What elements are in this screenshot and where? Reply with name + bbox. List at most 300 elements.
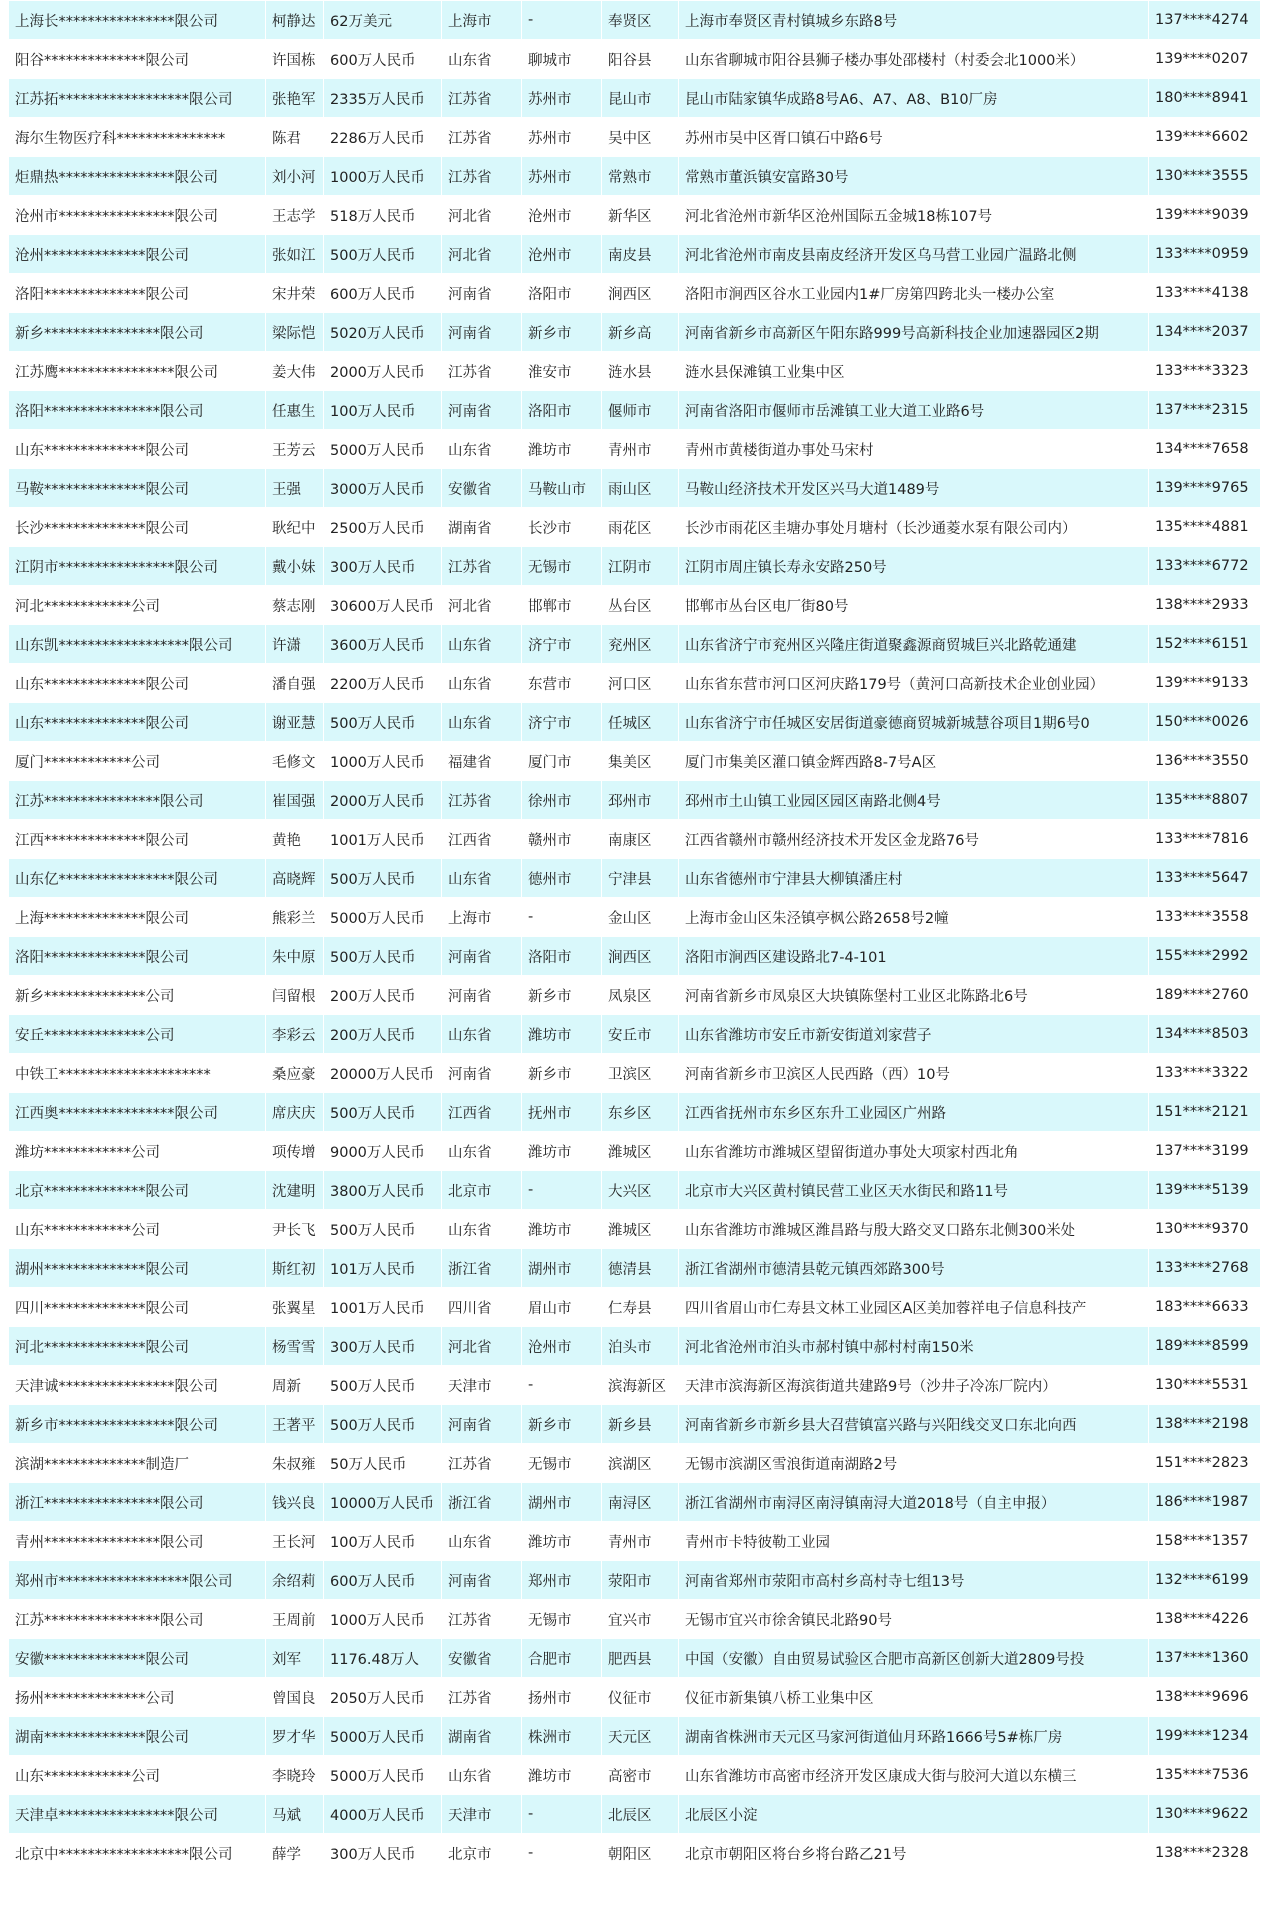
- province-cell: 浙江省: [442, 1249, 522, 1288]
- legal-representative-cell: 张艳军: [266, 79, 324, 118]
- registered-capital-cell: 2050万人民币: [324, 1678, 442, 1717]
- province-cell: 河北省: [442, 586, 522, 625]
- district-cell: 宁津县: [602, 859, 679, 898]
- province-cell: 江苏省: [442, 547, 522, 586]
- company-name-cell: 炬鼎热****************限公司: [9, 157, 266, 196]
- legal-representative-cell: 蔡志刚: [266, 586, 324, 625]
- table-row: [9, 1756, 1261, 1795]
- city-cell: 淮安市: [522, 352, 602, 391]
- phone-cell: 135****8807: [1149, 781, 1261, 820]
- table-row: [9, 1600, 1261, 1639]
- table-row: [9, 1249, 1261, 1288]
- district-cell: 南康区: [602, 820, 679, 859]
- city-cell: 潍坊市: [522, 1015, 602, 1054]
- district-cell: 青州市: [602, 1522, 679, 1561]
- company-name-cell: 山东**************限公司: [9, 664, 266, 703]
- address-cell: 山东省济宁市兖州区兴隆庄街道聚鑫源商贸城巨兴北路乾通建: [679, 625, 1149, 664]
- table-row: [9, 430, 1261, 469]
- province-cell: 河南省: [442, 937, 522, 976]
- phone-cell: 138****2198: [1149, 1405, 1261, 1444]
- address-cell: 山东省潍坊市潍城区潍昌路与殷大路交叉口路东北侧300米处: [679, 1210, 1149, 1249]
- address-cell: 山东省潍坊市安丘市新安街道刘家营子: [679, 1015, 1149, 1054]
- city-cell: 聊城市: [522, 40, 602, 79]
- company-name-cell: 浙江****************限公司: [9, 1483, 266, 1522]
- province-cell: 山东省: [442, 1015, 522, 1054]
- phone-cell: 136****3550: [1149, 742, 1261, 781]
- city-cell: 苏州市: [522, 118, 602, 157]
- registered-capital-cell: 5000万人民币: [324, 1756, 442, 1795]
- company-name-cell: 长沙**************限公司: [9, 508, 266, 547]
- registered-capital-cell: 5000万人民币: [324, 1717, 442, 1756]
- company-name-cell: 新乡市****************限公司: [9, 1405, 266, 1444]
- company-name-cell: 沧州**************限公司: [9, 235, 266, 274]
- phone-cell: 130****5531: [1149, 1366, 1261, 1405]
- legal-representative-cell: 陈君: [266, 118, 324, 157]
- table-body: [9, 1, 1261, 1873]
- province-cell: 上海市: [442, 1, 522, 40]
- company-name-cell: 海尔生物医疗科***************: [9, 118, 266, 157]
- registered-capital-cell: 3000万人民币: [324, 469, 442, 508]
- phone-cell: 130****9370: [1149, 1210, 1261, 1249]
- city-cell: -: [522, 1366, 602, 1405]
- address-cell: 山东省东营市河口区河庆路179号（黄河口高新技术企业创业园）: [679, 664, 1149, 703]
- district-cell: 泊头市: [602, 1327, 679, 1366]
- table-row: [9, 586, 1261, 625]
- district-cell: 新华区: [602, 196, 679, 235]
- phone-cell: 133****6772: [1149, 547, 1261, 586]
- city-cell: 洛阳市: [522, 391, 602, 430]
- table-row: [9, 781, 1261, 820]
- registered-capital-cell: 500万人民币: [324, 1405, 442, 1444]
- company-name-cell: 青州****************限公司: [9, 1522, 266, 1561]
- company-name-cell: 沧州市****************限公司: [9, 196, 266, 235]
- company-name-cell: 山东************公司: [9, 1756, 266, 1795]
- company-name-cell: 湖州**************限公司: [9, 1249, 266, 1288]
- city-cell: 德州市: [522, 859, 602, 898]
- district-cell: 北辰区: [602, 1795, 679, 1834]
- address-cell: 河南省新乡市高新区午阳东路999号高新科技企业加速器园区2期: [679, 313, 1149, 352]
- district-cell: 常熟市: [602, 157, 679, 196]
- table-row: [9, 1288, 1261, 1327]
- table-row: [9, 391, 1261, 430]
- province-cell: 北京市: [442, 1834, 522, 1873]
- province-cell: 山东省: [442, 859, 522, 898]
- district-cell: 河口区: [602, 664, 679, 703]
- registered-capital-cell: 101万人民币: [324, 1249, 442, 1288]
- address-cell: 山东省济宁市任城区安居街道豪德商贸城新城慧谷项目1期6号0: [679, 703, 1149, 742]
- legal-representative-cell: 刘军: [266, 1639, 324, 1678]
- company-name-cell: 江阴市****************限公司: [9, 547, 266, 586]
- phone-cell: 155****2992: [1149, 937, 1261, 976]
- table-row: [9, 1444, 1261, 1483]
- address-cell: 河南省新乡市卫滨区人民西路（西）10号: [679, 1054, 1149, 1093]
- legal-representative-cell: 姜大伟: [266, 352, 324, 391]
- phone-cell: 137****1360: [1149, 1639, 1261, 1678]
- province-cell: 天津市: [442, 1366, 522, 1405]
- district-cell: 东乡区: [602, 1093, 679, 1132]
- phone-cell: 189****2760: [1149, 976, 1261, 1015]
- table-row: [9, 157, 1261, 196]
- province-cell: 天津市: [442, 1795, 522, 1834]
- registered-capital-cell: 600万人民币: [324, 1561, 442, 1600]
- province-cell: 四川省: [442, 1288, 522, 1327]
- table-row: [9, 625, 1261, 664]
- address-cell: 北京市大兴区黄村镇民营工业区天水街民和路11号: [679, 1171, 1149, 1210]
- province-cell: 河南省: [442, 391, 522, 430]
- registered-capital-cell: 2200万人民币: [324, 664, 442, 703]
- phone-cell: 132****6199: [1149, 1561, 1261, 1600]
- phone-cell: 138****9696: [1149, 1678, 1261, 1717]
- company-name-cell: 山东************公司: [9, 1210, 266, 1249]
- legal-representative-cell: 刘小河: [266, 157, 324, 196]
- province-cell: 河南省: [442, 1054, 522, 1093]
- phone-cell: 151****2823: [1149, 1444, 1261, 1483]
- phone-cell: 138****2328: [1149, 1834, 1261, 1873]
- province-cell: 山东省: [442, 1132, 522, 1171]
- legal-representative-cell: 戴小妹: [266, 547, 324, 586]
- city-cell: 徐州市: [522, 781, 602, 820]
- district-cell: 丛台区: [602, 586, 679, 625]
- registered-capital-cell: 2000万人民币: [324, 352, 442, 391]
- province-cell: 山东省: [442, 40, 522, 79]
- registered-capital-cell: 500万人民币: [324, 703, 442, 742]
- legal-representative-cell: 杨雪雪: [266, 1327, 324, 1366]
- district-cell: 兖州区: [602, 625, 679, 664]
- table-row: [9, 1171, 1261, 1210]
- registered-capital-cell: 1001万人民币: [324, 1288, 442, 1327]
- province-cell: 河南省: [442, 313, 522, 352]
- address-cell: 涟水县保滩镇工业集中区: [679, 352, 1149, 391]
- district-cell: 潍城区: [602, 1210, 679, 1249]
- city-cell: 潍坊市: [522, 430, 602, 469]
- address-cell: 山东省德州市宁津县大柳镇潘庄村: [679, 859, 1149, 898]
- address-cell: 河北省沧州市泊头市郝村镇中郝村村南150米: [679, 1327, 1149, 1366]
- legal-representative-cell: 沈建明: [266, 1171, 324, 1210]
- legal-representative-cell: 曾国良: [266, 1678, 324, 1717]
- phone-cell: 139****9133: [1149, 664, 1261, 703]
- province-cell: 江苏省: [442, 118, 522, 157]
- phone-cell: 151****2121: [1149, 1093, 1261, 1132]
- company-name-cell: 滨湖**************制造厂: [9, 1444, 266, 1483]
- province-cell: 安徽省: [442, 469, 522, 508]
- company-name-cell: 天津卓****************限公司: [9, 1795, 266, 1834]
- company-name-cell: 天津诚****************限公司: [9, 1366, 266, 1405]
- phone-cell: 138****2933: [1149, 586, 1261, 625]
- city-cell: 潍坊市: [522, 1522, 602, 1561]
- district-cell: 天元区: [602, 1717, 679, 1756]
- city-cell: 马鞍山市: [522, 469, 602, 508]
- province-cell: 河南省: [442, 976, 522, 1015]
- district-cell: 新乡县: [602, 1405, 679, 1444]
- company-name-cell: 河北************公司: [9, 586, 266, 625]
- address-cell: 苏州市吴中区胥口镇石中路6号: [679, 118, 1149, 157]
- phone-cell: 180****8941: [1149, 79, 1261, 118]
- address-cell: 江阴市周庄镇长寿永安路250号: [679, 547, 1149, 586]
- legal-representative-cell: 任惠生: [266, 391, 324, 430]
- table-row: [9, 547, 1261, 586]
- legal-representative-cell: 项传增: [266, 1132, 324, 1171]
- address-cell: 长沙市雨花区圭塘办事处月塘村（长沙通菱水泵有限公司内）: [679, 508, 1149, 547]
- table-row: [9, 1, 1261, 40]
- registered-capital-cell: 9000万人民币: [324, 1132, 442, 1171]
- address-cell: 湖南省株洲市天元区马家河街道仙月环路1666号5#栋厂房: [679, 1717, 1149, 1756]
- legal-representative-cell: 余绍莉: [266, 1561, 324, 1600]
- company-name-cell: 厦门************公司: [9, 742, 266, 781]
- city-cell: 新乡市: [522, 976, 602, 1015]
- registered-capital-cell: 20000万人民币: [324, 1054, 442, 1093]
- city-cell: 沧州市: [522, 196, 602, 235]
- district-cell: 德清县: [602, 1249, 679, 1288]
- company-name-cell: 四川**************限公司: [9, 1288, 266, 1327]
- registered-capital-cell: 50万人民币: [324, 1444, 442, 1483]
- phone-cell: 138****4226: [1149, 1600, 1261, 1639]
- table-row: [9, 313, 1261, 352]
- table-row: [9, 235, 1261, 274]
- province-cell: 河北省: [442, 196, 522, 235]
- legal-representative-cell: 斯红初: [266, 1249, 324, 1288]
- legal-representative-cell: 王长河: [266, 1522, 324, 1561]
- registered-capital-cell: 2286万人民币: [324, 118, 442, 157]
- district-cell: 雨山区: [602, 469, 679, 508]
- table-row: [9, 1405, 1261, 1444]
- legal-representative-cell: 毛修文: [266, 742, 324, 781]
- table-row: [9, 1795, 1261, 1834]
- province-cell: 江西省: [442, 820, 522, 859]
- legal-representative-cell: 崔国强: [266, 781, 324, 820]
- province-cell: 江苏省: [442, 1444, 522, 1483]
- legal-representative-cell: 王著平: [266, 1405, 324, 1444]
- province-cell: 江苏省: [442, 781, 522, 820]
- company-name-cell: 中铁工*********************: [9, 1054, 266, 1093]
- registered-capital-cell: 300万人民币: [324, 547, 442, 586]
- phone-cell: 135****4881: [1149, 508, 1261, 547]
- city-cell: 无锡市: [522, 547, 602, 586]
- phone-cell: 189****8599: [1149, 1327, 1261, 1366]
- company-name-cell: 湖南**************限公司: [9, 1717, 266, 1756]
- city-cell: 无锡市: [522, 1444, 602, 1483]
- city-cell: 苏州市: [522, 157, 602, 196]
- company-name-cell: 上海**************限公司: [9, 898, 266, 937]
- table-row: [9, 1210, 1261, 1249]
- phone-cell: 150****0026: [1149, 703, 1261, 742]
- table-row: [9, 274, 1261, 313]
- province-cell: 河北省: [442, 1327, 522, 1366]
- phone-cell: 134****2037: [1149, 313, 1261, 352]
- district-cell: 涧西区: [602, 274, 679, 313]
- table-row: [9, 859, 1261, 898]
- address-cell: 北京市朝阳区将台乡将台路乙21号: [679, 1834, 1149, 1873]
- company-name-cell: 洛阳****************限公司: [9, 391, 266, 430]
- address-cell: 洛阳市涧西区谷水工业园内1#厂房第四跨北头一楼办公室: [679, 274, 1149, 313]
- address-cell: 江西省抚州市东乡区东升工业园区广州路: [679, 1093, 1149, 1132]
- city-cell: 眉山市: [522, 1288, 602, 1327]
- legal-representative-cell: 黄艳: [266, 820, 324, 859]
- address-cell: 河北省沧州市新华区沧州国际五金城18栋107号: [679, 196, 1149, 235]
- city-cell: 洛阳市: [522, 274, 602, 313]
- province-cell: 浙江省: [442, 1483, 522, 1522]
- table-row: [9, 820, 1261, 859]
- company-name-cell: 洛阳**************限公司: [9, 274, 266, 313]
- company-table: [8, 0, 1261, 1873]
- city-cell: 沧州市: [522, 235, 602, 274]
- table-row: [9, 1678, 1261, 1717]
- address-cell: 山东省潍坊市高密市经济开发区康成大街与胶河大道以东横三: [679, 1756, 1149, 1795]
- city-cell: 济宁市: [522, 703, 602, 742]
- phone-cell: 152****6151: [1149, 625, 1261, 664]
- legal-representative-cell: 高晓辉: [266, 859, 324, 898]
- registered-capital-cell: 200万人民币: [324, 976, 442, 1015]
- legal-representative-cell: 张如江: [266, 235, 324, 274]
- company-name-cell: 山东亿****************限公司: [9, 859, 266, 898]
- company-name-cell: 潍坊************公司: [9, 1132, 266, 1171]
- registered-capital-cell: 500万人民币: [324, 859, 442, 898]
- company-name-cell: 江西奥****************限公司: [9, 1093, 266, 1132]
- district-cell: 金山区: [602, 898, 679, 937]
- province-cell: 山东省: [442, 430, 522, 469]
- table-row: [9, 1639, 1261, 1678]
- table-row: [9, 508, 1261, 547]
- legal-representative-cell: 尹长飞: [266, 1210, 324, 1249]
- address-cell: 浙江省湖州市南浔区南浔镇南浔大道2018号（自主申报）: [679, 1483, 1149, 1522]
- company-name-cell: 山东**************限公司: [9, 703, 266, 742]
- phone-cell: 158****1357: [1149, 1522, 1261, 1561]
- registered-capital-cell: 100万人民币: [324, 391, 442, 430]
- company-name-cell: 河北**************限公司: [9, 1327, 266, 1366]
- district-cell: 凤泉区: [602, 976, 679, 1015]
- address-cell: 河南省洛阳市偃师市岳滩镇工业大道工业路6号: [679, 391, 1149, 430]
- phone-cell: 137****4274: [1149, 1, 1261, 40]
- company-name-cell: 北京中******************限公司: [9, 1834, 266, 1873]
- district-cell: 潍城区: [602, 1132, 679, 1171]
- address-cell: 浙江省湖州市德清县乾元镇西郊路300号: [679, 1249, 1149, 1288]
- legal-representative-cell: 谢亚慧: [266, 703, 324, 742]
- district-cell: 涧西区: [602, 937, 679, 976]
- legal-representative-cell: 许国栋: [266, 40, 324, 79]
- city-cell: -: [522, 1171, 602, 1210]
- legal-representative-cell: 闫留根: [266, 976, 324, 1015]
- district-cell: 滨湖区: [602, 1444, 679, 1483]
- registered-capital-cell: 300万人民币: [324, 1327, 442, 1366]
- province-cell: 安徽省: [442, 1639, 522, 1678]
- registered-capital-cell: 100万人民币: [324, 1522, 442, 1561]
- phone-cell: 133****4138: [1149, 274, 1261, 313]
- table-row: [9, 1015, 1261, 1054]
- district-cell: 偃师市: [602, 391, 679, 430]
- legal-representative-cell: 王强: [266, 469, 324, 508]
- phone-cell: 133****0959: [1149, 235, 1261, 274]
- city-cell: 长沙市: [522, 508, 602, 547]
- table-row: [9, 196, 1261, 235]
- city-cell: 新乡市: [522, 1405, 602, 1444]
- table-row: [9, 1366, 1261, 1405]
- table-row: [9, 1522, 1261, 1561]
- company-name-cell: 洛阳**************限公司: [9, 937, 266, 976]
- city-cell: -: [522, 1795, 602, 1834]
- registered-capital-cell: 10000万人民币: [324, 1483, 442, 1522]
- phone-cell: 134****8503: [1149, 1015, 1261, 1054]
- address-cell: 山东省聊城市阳谷县狮子楼办事处邵楼村（村委会北1000米）: [679, 40, 1149, 79]
- district-cell: 昆山市: [602, 79, 679, 118]
- city-cell: -: [522, 1834, 602, 1873]
- registered-capital-cell: 5000万人民币: [324, 430, 442, 469]
- phone-cell: 139****9765: [1149, 469, 1261, 508]
- district-cell: 肥西县: [602, 1639, 679, 1678]
- company-name-cell: 山东**************限公司: [9, 430, 266, 469]
- company-name-cell: 江苏****************限公司: [9, 781, 266, 820]
- legal-representative-cell: 周新: [266, 1366, 324, 1405]
- registered-capital-cell: 500万人民币: [324, 937, 442, 976]
- phone-cell: 133****3323: [1149, 352, 1261, 391]
- registered-capital-cell: 600万人民币: [324, 274, 442, 313]
- address-cell: 青州市黄楼街道办事处马宋村: [679, 430, 1149, 469]
- province-cell: 河南省: [442, 1561, 522, 1600]
- city-cell: -: [522, 898, 602, 937]
- table-row: [9, 1093, 1261, 1132]
- registered-capital-cell: 600万人民币: [324, 40, 442, 79]
- district-cell: 阳谷县: [602, 40, 679, 79]
- registered-capital-cell: 1001万人民币: [324, 820, 442, 859]
- address-cell: 山东省潍坊市潍城区望留街道办事处大项家村西北角: [679, 1132, 1149, 1171]
- district-cell: 吴中区: [602, 118, 679, 157]
- province-cell: 北京市: [442, 1171, 522, 1210]
- company-name-cell: 江苏****************限公司: [9, 1600, 266, 1639]
- company-name-cell: 北京**************限公司: [9, 1171, 266, 1210]
- table-row: [9, 1483, 1261, 1522]
- legal-representative-cell: 梁际恺: [266, 313, 324, 352]
- city-cell: 株洲市: [522, 1717, 602, 1756]
- legal-representative-cell: 钱兴良: [266, 1483, 324, 1522]
- legal-representative-cell: 王志学: [266, 196, 324, 235]
- city-cell: 湖州市: [522, 1483, 602, 1522]
- province-cell: 河北省: [442, 235, 522, 274]
- city-cell: 郑州市: [522, 1561, 602, 1600]
- registered-capital-cell: 1000万人民币: [324, 742, 442, 781]
- province-cell: 山东省: [442, 703, 522, 742]
- province-cell: 江苏省: [442, 157, 522, 196]
- address-cell: 无锡市滨湖区雪浪街道南湖路2号: [679, 1444, 1149, 1483]
- phone-cell: 139****6602: [1149, 118, 1261, 157]
- district-cell: 雨花区: [602, 508, 679, 547]
- table-row: [9, 742, 1261, 781]
- table-row: [9, 937, 1261, 976]
- city-cell: 湖州市: [522, 1249, 602, 1288]
- phone-cell: 139****9039: [1149, 196, 1261, 235]
- city-cell: 新乡市: [522, 1054, 602, 1093]
- registered-capital-cell: 2335万人民币: [324, 79, 442, 118]
- province-cell: 江苏省: [442, 1600, 522, 1639]
- company-name-cell: 江苏拓******************限公司: [9, 79, 266, 118]
- address-cell: 厦门市集美区灌口镇金辉西路8-7号A区: [679, 742, 1149, 781]
- legal-representative-cell: 罗才华: [266, 1717, 324, 1756]
- district-cell: 仁寿县: [602, 1288, 679, 1327]
- legal-representative-cell: 王芳云: [266, 430, 324, 469]
- city-cell: 赣州市: [522, 820, 602, 859]
- legal-representative-cell: 桑应豪: [266, 1054, 324, 1093]
- province-cell: 河南省: [442, 274, 522, 313]
- district-cell: 青州市: [602, 430, 679, 469]
- registered-capital-cell: 3800万人民币: [324, 1171, 442, 1210]
- city-cell: 无锡市: [522, 1600, 602, 1639]
- phone-cell: 199****1234: [1149, 1717, 1261, 1756]
- registered-capital-cell: 2000万人民币: [324, 781, 442, 820]
- registered-capital-cell: 200万人民币: [324, 1015, 442, 1054]
- city-cell: 抚州市: [522, 1093, 602, 1132]
- district-cell: 朝阳区: [602, 1834, 679, 1873]
- address-cell: 仪征市新集镇八桥工业集中区: [679, 1678, 1149, 1717]
- phone-cell: 133****2768: [1149, 1249, 1261, 1288]
- address-cell: 马鞍山经济技术开发区兴马大道1489号: [679, 469, 1149, 508]
- table-row: [9, 703, 1261, 742]
